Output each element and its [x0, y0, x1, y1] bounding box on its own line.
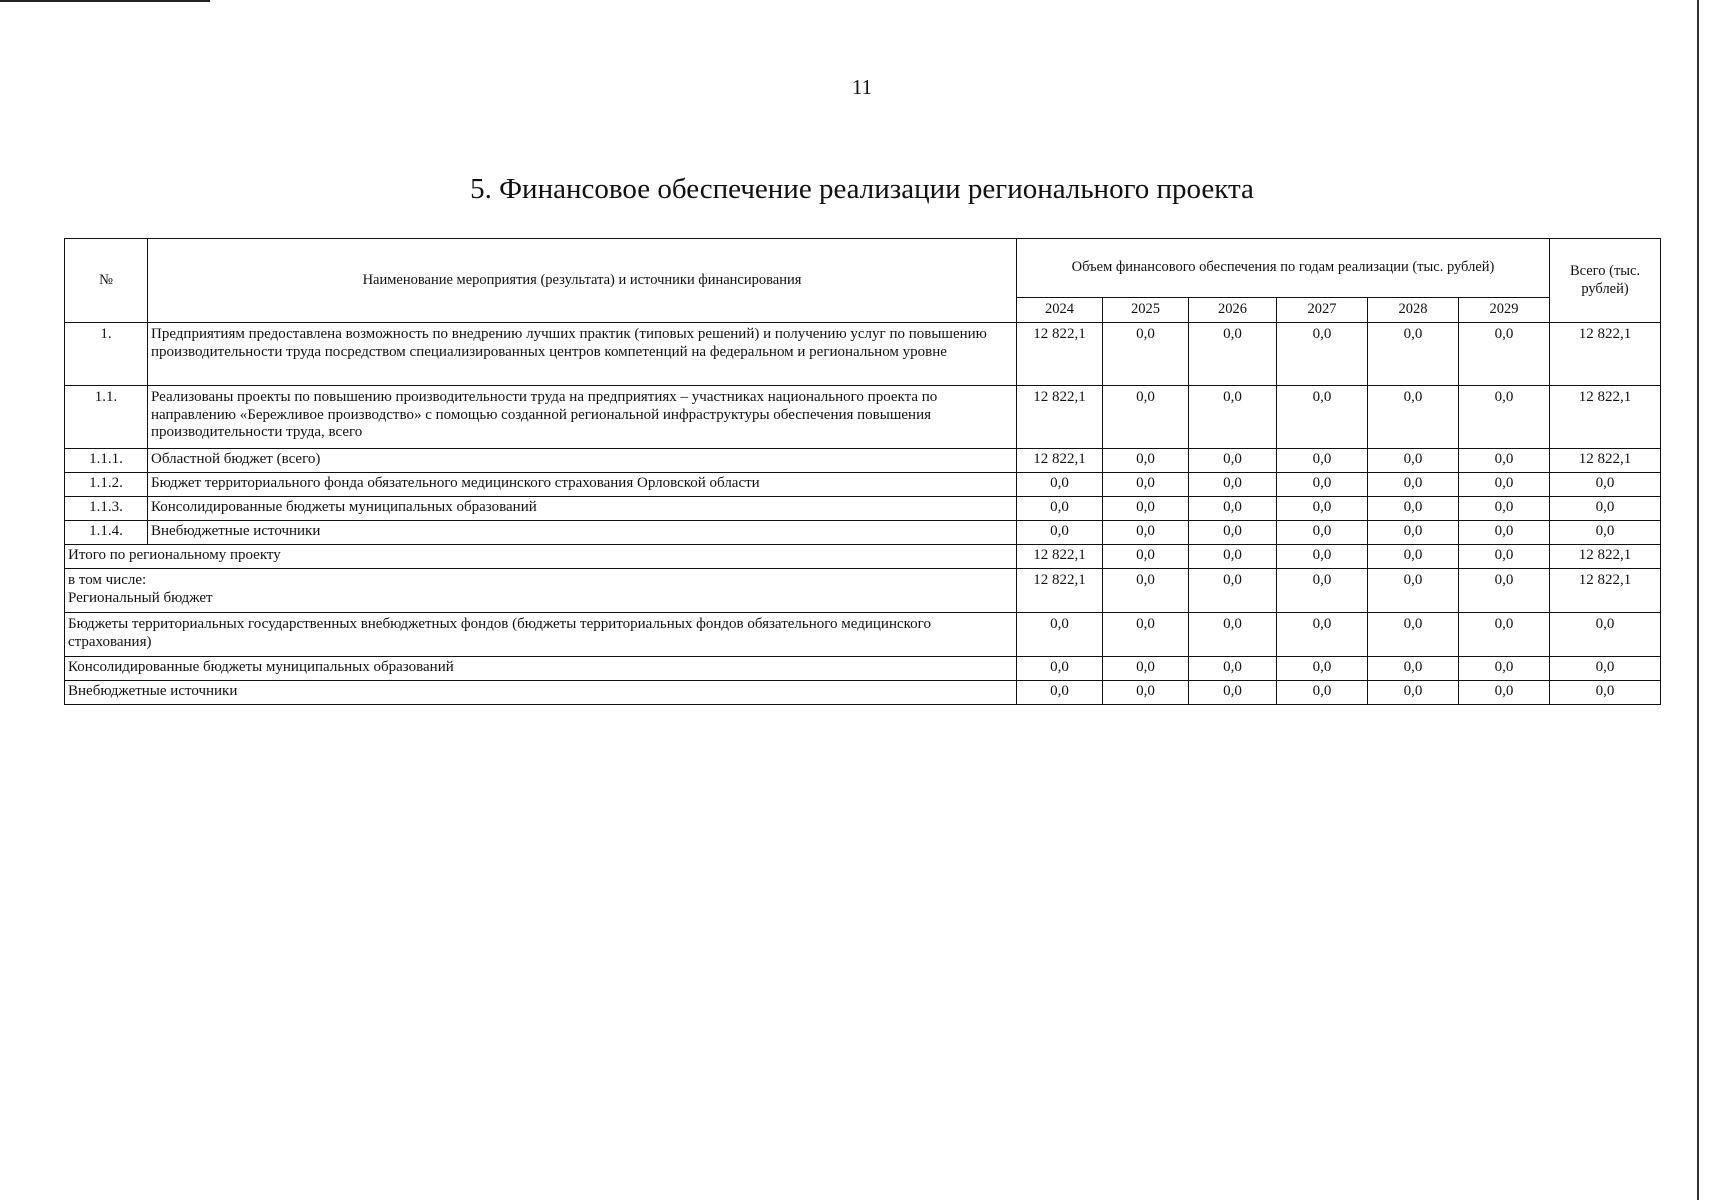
summary-total: 0,0 — [1550, 657, 1661, 681]
summary-value: 0,0 — [1368, 657, 1459, 681]
header-name: Наименование мероприятия (результата) и источники финансирования — [148, 239, 1017, 323]
row-value: 0,0 — [1368, 386, 1459, 449]
summary-value: 0,0 — [1189, 681, 1277, 705]
summary-value: 0,0 — [1368, 613, 1459, 657]
header-year: 2028 — [1368, 298, 1459, 323]
summary-value: 0,0 — [1189, 657, 1277, 681]
summary-name: Консолидированные бюджеты муниципальных образований — [65, 657, 1017, 681]
row-value: 0,0 — [1017, 473, 1103, 497]
row-name: Предприятиям предоставлена возможность по внедрению лучших практик (типовых решений) и получению услуг по повышению производительности труда посредством специализированных центров компетенций на федеральном и региональном уровне — [148, 323, 1017, 386]
row-total: 12 822,1 — [1550, 386, 1661, 449]
summary-name-line: в том числе: — [68, 572, 147, 588]
summary-value: 0,0 — [1459, 657, 1550, 681]
row-value: 0,0 — [1189, 323, 1277, 386]
row-value: 0,0 — [1103, 473, 1189, 497]
row-value: 0,0 — [1277, 473, 1368, 497]
table-row — [65, 521, 1661, 545]
row-value: 0,0 — [1189, 386, 1277, 449]
summary-value: 0,0 — [1103, 569, 1189, 613]
summary-name: Бюджеты территориальных государственных внебюджетных фондов (бюджеты территориальных фондов обязательного медицинского страхования) — [65, 613, 1017, 657]
table-row — [65, 386, 1661, 449]
row-total: 0,0 — [1550, 473, 1661, 497]
row-number: 1.1.4. — [65, 521, 148, 545]
summary-value: 0,0 — [1277, 657, 1368, 681]
summary-total: 12 822,1 — [1550, 569, 1661, 613]
row-value: 0,0 — [1103, 323, 1189, 386]
row-value: 0,0 — [1277, 497, 1368, 521]
summary-value: 0,0 — [1017, 681, 1103, 705]
row-name: Бюджет территориального фонда обязательного медицинского страхования Орловской области — [148, 473, 1017, 497]
summary-value: 0,0 — [1368, 681, 1459, 705]
row-value: 0,0 — [1459, 449, 1550, 473]
row-value: 0,0 — [1017, 521, 1103, 545]
summary-value: 0,0 — [1277, 545, 1368, 569]
row-number: 1.1.2. — [65, 473, 148, 497]
summary-value: 0,0 — [1103, 681, 1189, 705]
summary-value: 0,0 — [1368, 545, 1459, 569]
summary-row — [65, 569, 1661, 613]
row-value: 0,0 — [1277, 449, 1368, 473]
row-value: 0,0 — [1103, 386, 1189, 449]
row-value: 0,0 — [1459, 497, 1550, 521]
header-year: 2029 — [1459, 298, 1550, 323]
summary-value: 12 822,1 — [1017, 545, 1103, 569]
row-number: 1. — [65, 323, 148, 386]
row-value: 0,0 — [1368, 449, 1459, 473]
summary-value: 0,0 — [1189, 569, 1277, 613]
header-total: Всего (тыс. рублей) — [1550, 239, 1661, 323]
row-value: 0,0 — [1368, 323, 1459, 386]
row-number: 1.1. — [65, 386, 148, 449]
summary-value: 0,0 — [1277, 613, 1368, 657]
financing-table — [64, 238, 1661, 705]
summary-value: 0,0 — [1459, 613, 1550, 657]
row-value: 0,0 — [1277, 521, 1368, 545]
summary-name: Внебюджетные источники — [65, 681, 1017, 705]
row-value: 0,0 — [1103, 521, 1189, 545]
row-value: 0,0 — [1459, 386, 1550, 449]
row-value: 0,0 — [1103, 497, 1189, 521]
row-number: 1.1.1. — [65, 449, 148, 473]
header-volume: Объем финансового обеспечения по годам реализации (тыс. рублей) — [1017, 239, 1550, 298]
summary-total: 0,0 — [1550, 613, 1661, 657]
row-total: 0,0 — [1550, 521, 1661, 545]
page-title: 5. Финансовое обеспечение реализации регионального проекта — [470, 173, 1254, 205]
row-total: 12 822,1 — [1550, 323, 1661, 386]
header-year: 2027 — [1277, 298, 1368, 323]
row-name: Областной бюджет (всего) — [148, 449, 1017, 473]
row-value: 0,0 — [1368, 497, 1459, 521]
summary-value: 0,0 — [1017, 657, 1103, 681]
row-value: 0,0 — [1103, 449, 1189, 473]
row-value: 0,0 — [1368, 521, 1459, 545]
summary-value: 0,0 — [1103, 657, 1189, 681]
row-value: 0,0 — [1189, 449, 1277, 473]
row-value: 12 822,1 — [1017, 323, 1103, 386]
summary-total: 12 822,1 — [1550, 545, 1661, 569]
summary-name — [65, 569, 1017, 613]
row-value: 0,0 — [1368, 473, 1459, 497]
summary-value: 0,0 — [1368, 569, 1459, 613]
row-value: 0,0 — [1189, 521, 1277, 545]
table-row — [65, 497, 1661, 521]
row-value: 0,0 — [1459, 323, 1550, 386]
summary-value: 0,0 — [1189, 545, 1277, 569]
row-number: 1.1.3. — [65, 497, 148, 521]
row-total: 0,0 — [1550, 497, 1661, 521]
summary-name: Итого по региональному проекту — [65, 545, 1017, 569]
summary-row — [65, 657, 1661, 681]
row-value: 0,0 — [1189, 473, 1277, 497]
row-value: 12 822,1 — [1017, 386, 1103, 449]
summary-value: 0,0 — [1459, 569, 1550, 613]
header-num: № — [65, 239, 148, 323]
summary-value: 0,0 — [1459, 681, 1550, 705]
row-name: Реализованы проекты по повышению производительности труда на предприятиях – участниках национального проекта по направлению «Бережливое производство» с помощью созданной региональной инфраструктуры обеспечения повышения производительности труда, всего — [148, 386, 1017, 449]
row-value: 12 822,1 — [1017, 449, 1103, 473]
row-total: 12 822,1 — [1550, 449, 1661, 473]
page-number: 11 — [851, 75, 873, 99]
summary-value: 0,0 — [1277, 569, 1368, 613]
row-name: Внебюджетные источники — [148, 521, 1017, 545]
summary-value: 0,0 — [1189, 613, 1277, 657]
summary-value: 0,0 — [1277, 681, 1368, 705]
header-year: 2025 — [1103, 298, 1189, 323]
summary-row — [65, 613, 1661, 657]
header-year: 2026 — [1189, 298, 1277, 323]
summary-value: 0,0 — [1017, 613, 1103, 657]
table-row — [65, 323, 1661, 386]
row-name: Консолидированные бюджеты муниципальных образований — [148, 497, 1017, 521]
summary-value: 0,0 — [1103, 545, 1189, 569]
row-value: 0,0 — [1189, 497, 1277, 521]
row-value: 0,0 — [1459, 521, 1550, 545]
row-value: 0,0 — [1277, 323, 1368, 386]
table-row — [65, 449, 1661, 473]
summary-value: 12 822,1 — [1017, 569, 1103, 613]
summary-row — [65, 545, 1661, 569]
summary-name-line: Региональный бюджет — [68, 589, 213, 606]
row-value: 0,0 — [1017, 497, 1103, 521]
summary-value: 0,0 — [1459, 545, 1550, 569]
table-row — [65, 473, 1661, 497]
summary-row — [65, 681, 1661, 705]
scan-artifact-top — [0, 0, 210, 2]
summary-value: 0,0 — [1103, 613, 1189, 657]
row-value: 0,0 — [1459, 473, 1550, 497]
summary-total: 0,0 — [1550, 681, 1661, 705]
row-value: 0,0 — [1277, 386, 1368, 449]
header-year: 2024 — [1017, 298, 1103, 323]
